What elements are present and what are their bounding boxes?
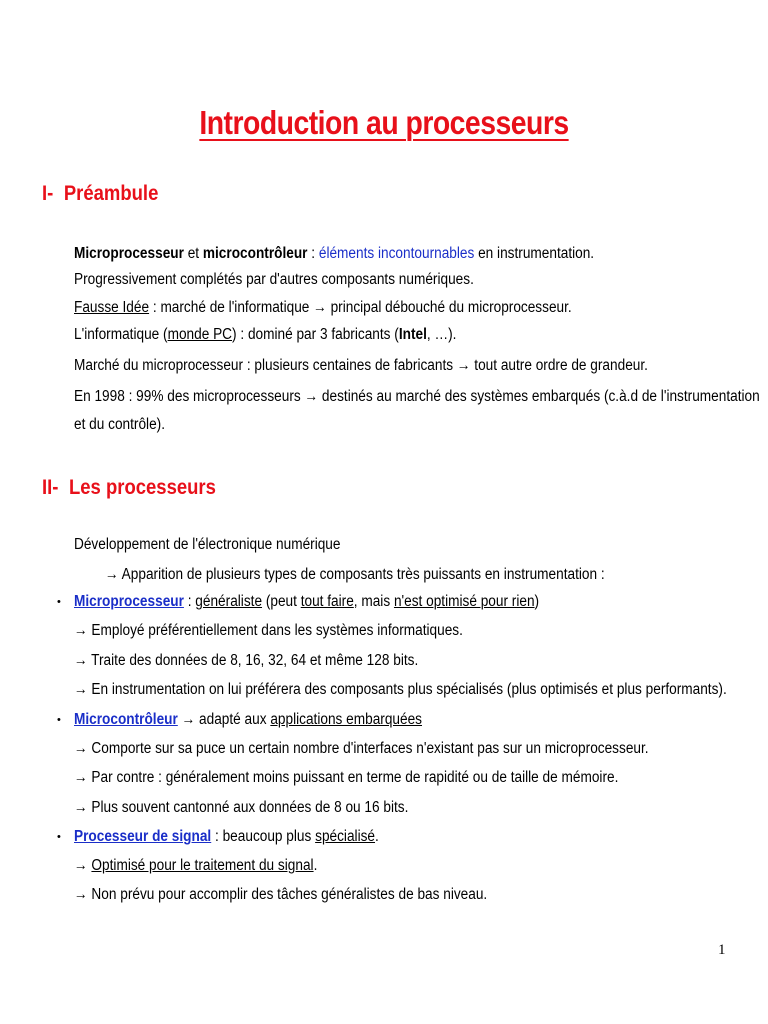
term-fausse-idee: Fausse Idée (74, 299, 150, 316)
text: (peut (262, 593, 301, 610)
bullet-sub-line: → Employé préférentiellement dans les systèmes informatiques. (74, 622, 463, 639)
text: → adapté aux (177, 711, 271, 728)
section-title: Les processeurs (68, 476, 216, 499)
text: . (375, 828, 379, 845)
section-title: Préambule (63, 182, 159, 205)
section-number: I- (42, 182, 54, 205)
highlight-text: éléments incontournables (318, 245, 475, 262)
text: Marché du microprocesseur : plusieurs centaines de fabricants → tout autre ordre de grandeur. (74, 357, 648, 374)
intro-line: → Apparition de plusieurs types de composants très puissants en instrumentation : (105, 566, 605, 583)
text: : (307, 245, 319, 262)
page-number: 1 (718, 942, 726, 958)
bullet-sub-line: → Comporte sur sa puce un certain nombre d'interfaces n'existant pas sur un microprocesseur. (74, 740, 649, 757)
paragraph-line (74, 387, 760, 407)
term-microcontroleur: microcontrôleur (202, 245, 308, 262)
bullet-sub-line (74, 856, 317, 876)
text: : beaucoup plus (211, 828, 316, 845)
paragraph-line (74, 244, 594, 264)
paragraph-line (74, 415, 165, 435)
underlined-term: Optimisé pour le traitement du signal (91, 857, 314, 874)
paragraph-line (74, 325, 456, 345)
intro-line: Développement de l'électronique numérique (74, 536, 341, 553)
underlined-term: spécialisé (315, 828, 376, 845)
underlined-term: généraliste (195, 593, 263, 610)
bullet-head-microprocesseur (74, 592, 539, 612)
text: . (313, 857, 318, 874)
term-link: Processeur de signal (74, 828, 212, 845)
term-monde-pc: monde PC (167, 326, 233, 343)
bullet-sub-line: → Par contre : généralement moins puissant en terme de rapidité ou de taille de mémoire. (74, 769, 619, 786)
text: , …). (426, 326, 457, 343)
bullet-icon: • (57, 831, 61, 843)
text: → (74, 857, 92, 874)
text: Progressivement complétés par d'autres composants numériques. (74, 271, 474, 288)
text: : (183, 593, 196, 610)
bullet-sub-line: → Plus souvent cantonné aux données de 8 ou 16 bits. (74, 799, 409, 816)
bullet-icon: • (57, 714, 61, 726)
text: L'informatique ( (74, 326, 168, 343)
text: ) (534, 593, 540, 610)
paragraph-line (74, 356, 648, 376)
text: et (183, 245, 203, 262)
bullet-sub-line: → Traite des données de 8, 16, 32, 64 et même 128 bits. (74, 652, 419, 669)
bullet-icon: • (57, 596, 61, 608)
term-link: Microprocesseur (74, 593, 184, 610)
text: , mais (353, 593, 394, 610)
bullet-sub-line: → En instrumentation on lui préférera des composants plus spécialisés (plus optimisés et plus performants). (74, 681, 727, 698)
text: : marché de l'informatique → principal débouché du microprocesseur. (149, 299, 572, 316)
term-intel: Intel (398, 326, 427, 343)
text: ) : dominé par 3 fabricants ( (232, 326, 399, 343)
underlined-term: tout faire (300, 593, 354, 610)
paragraph-line (74, 270, 474, 290)
page-title: Introduction au processeurs (199, 104, 569, 141)
bullet-sub-line: → Non prévu pour accomplir des tâches généralistes de bas niveau. (74, 886, 488, 903)
section-number: II- (42, 476, 59, 499)
section-heading-les-processeurs (42, 476, 216, 500)
underlined-term: applications embarquées (270, 711, 422, 728)
bullet-head-processeur-de-signal (74, 827, 379, 847)
text: En 1998 : 99% des microprocesseurs → destinés au marché des systèmes embarqués (c.à.d de l'instrumentation (74, 388, 760, 405)
term-microprocesseur: Microprocesseur (74, 245, 184, 262)
bullet-head-microcontroleur (74, 710, 422, 730)
text: et du contrôle). (74, 416, 165, 433)
term-link: Microcontrôleur (74, 711, 178, 728)
text: en instrumentation. (474, 245, 595, 262)
paragraph-line (74, 298, 572, 318)
section-heading-preambule (42, 182, 158, 206)
underlined-term: n'est optimisé pour rien (393, 593, 535, 610)
